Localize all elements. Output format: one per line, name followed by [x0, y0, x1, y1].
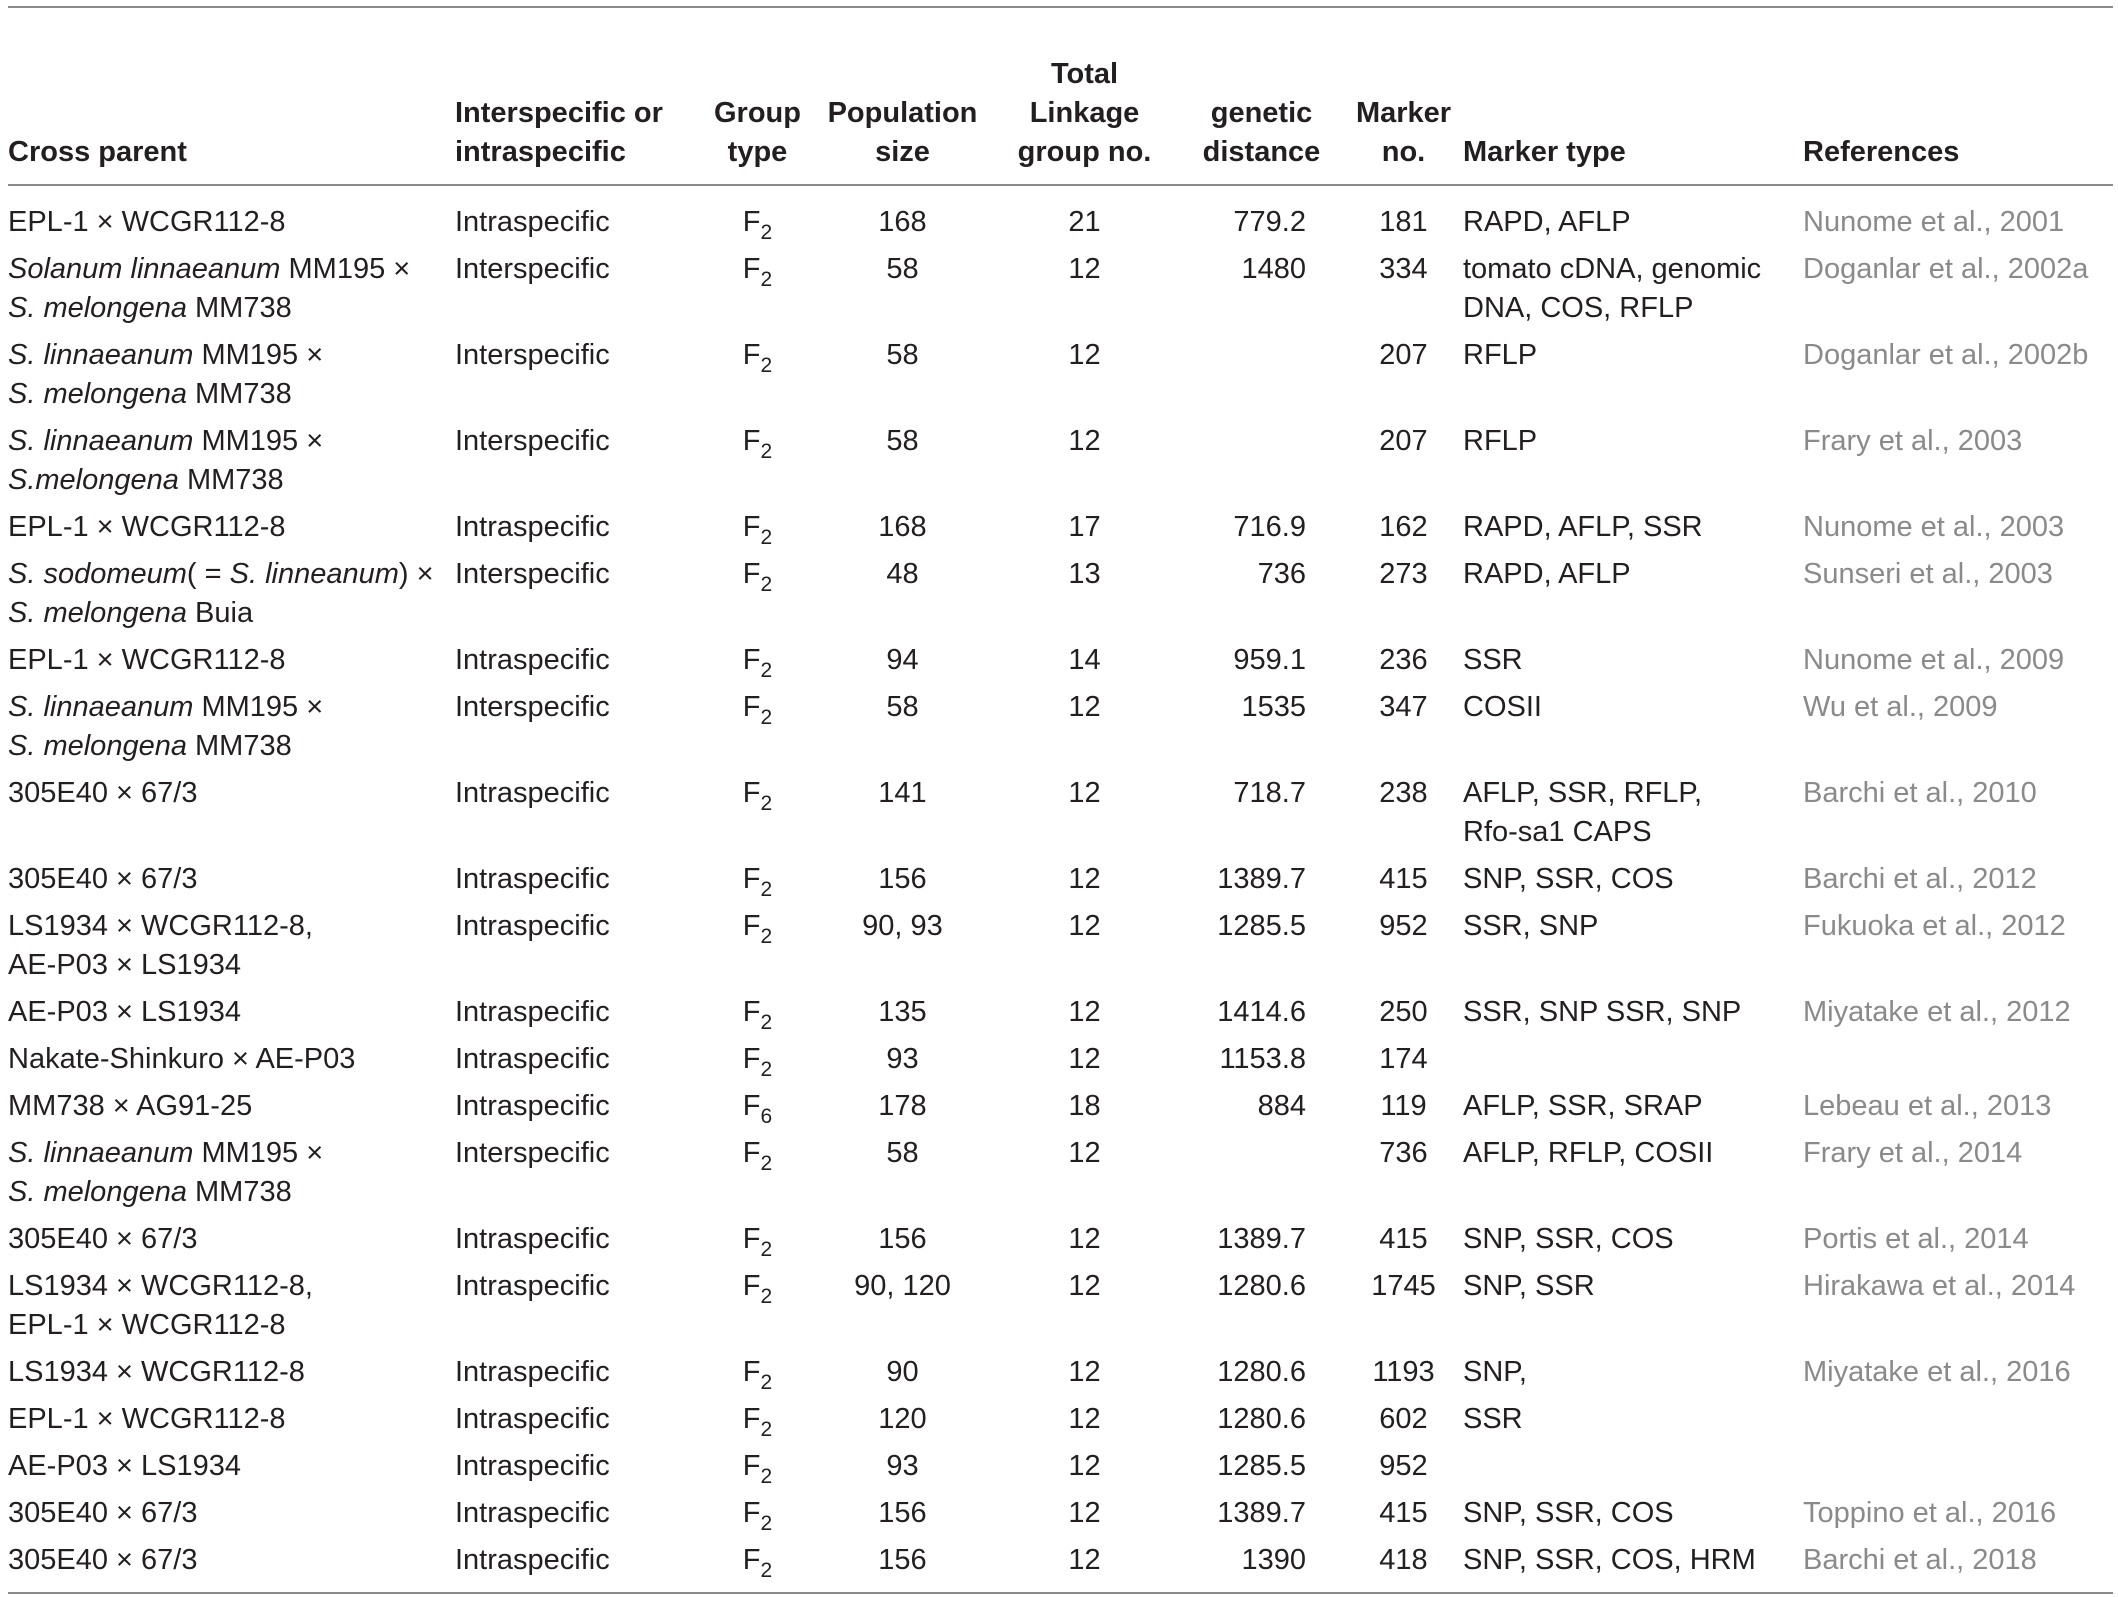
cell-linkage-group: 12: [1068, 1043, 1101, 1075]
header-cross-parent: Cross parent: [8, 136, 187, 168]
table-row: [8, 1439, 2113, 1486]
cell-genetic-distance: 1280.6: [1217, 1356, 1306, 1388]
cell-population-size: 90: [886, 1356, 919, 1388]
cell-population-size: 90, 120: [854, 1270, 951, 1302]
cell-population-size: 156: [878, 863, 927, 895]
table-row: [8, 985, 2113, 1032]
cell-group-type: $F_2$: [742, 1403, 773, 1441]
cell-reference: Nunome et al., 2009: [1803, 644, 2065, 676]
cell-genetic-distance: 716.9: [1233, 511, 1306, 543]
cell-marker-type: [1463, 1439, 1803, 1486]
cell-population-size: 156: [878, 1223, 927, 1255]
cell-marker-no: 602: [1379, 1403, 1428, 1435]
cell-group-type: $F_2$: [742, 691, 773, 729]
cell-reference: Sunseri et al., 2003: [1803, 558, 2053, 590]
cell-genetic-distance: 1153.8: [1219, 1043, 1306, 1075]
cell-linkage-group: 12: [1068, 1497, 1101, 1529]
cell-marker-type: SSR: [1463, 644, 1523, 676]
cell-genetic-distance: [1179, 1126, 1344, 1212]
cell-group-type: $F_2$: [742, 996, 773, 1034]
header-marker-no: Marker no.: [1355, 97, 1452, 168]
cell-marker-type: SNP, SSR, COS: [1463, 1497, 1674, 1529]
header-group-type: Group type: [714, 97, 801, 168]
cell-marker-type: SSR: [1463, 1403, 1523, 1435]
cell-group-type: $F_2$: [742, 511, 773, 549]
cell-marker-no: 415: [1379, 863, 1428, 895]
cell-linkage-group: 12: [1068, 1403, 1101, 1435]
cell-group-type: $F_2$: [742, 425, 773, 463]
cell-marker-type: SNP,: [1463, 1356, 1527, 1388]
table-row: [8, 852, 2113, 899]
cell-group-type: $F_2$: [742, 1137, 773, 1175]
cell-cross-parent: LS1934 × WCGR112-8, EPL-1 × WCGR112-8: [8, 1270, 313, 1341]
cell-cross-parent: LS1934 × WCGR112-8, AE-P03 × LS1934: [8, 910, 313, 981]
cell-cross-parent: EPL-1 × WCGR112-8: [8, 644, 286, 676]
cell-cross-parent: LS1934 × WCGR112-8: [8, 1356, 305, 1388]
cell-inter-intra: Intraspecific: [455, 1450, 610, 1482]
cell-group-type: $F_2$: [742, 863, 773, 901]
header-linkage-group: Total Linkage group no.: [1017, 58, 1152, 168]
table-row: [8, 1079, 2113, 1126]
table-row: [8, 1259, 2113, 1345]
cell-inter-intra: Intraspecific: [455, 863, 610, 895]
cell-marker-no: 334: [1379, 253, 1428, 285]
cell-inter-intra: Intraspecific: [455, 910, 610, 942]
cell-inter-intra: Intraspecific: [455, 1090, 610, 1122]
cell-marker-type: SSR, SNP: [1463, 910, 1599, 942]
cell-marker-type: SNP, SSR, COS: [1463, 863, 1674, 895]
cell-linkage-group: 21: [1068, 206, 1101, 238]
cell-linkage-group: 14: [1068, 644, 1101, 676]
cell-reference: Barchi et al., 2012: [1803, 863, 2037, 895]
cell-inter-intra: Intraspecific: [455, 1497, 610, 1529]
cell-group-type: $F_2$: [742, 253, 773, 291]
cell-marker-type: RFLP: [1463, 339, 1538, 371]
table-row: [8, 1345, 2113, 1392]
cell-group-type: $F_2$: [742, 1544, 773, 1582]
cell-genetic-distance: 1480: [1241, 253, 1306, 285]
cell-linkage-group: 12: [1068, 1270, 1101, 1302]
table-row: [8, 899, 2113, 985]
table-row: [8, 547, 2113, 633]
cell-linkage-group: 12: [1068, 1544, 1101, 1576]
cell-inter-intra: Intraspecific: [455, 644, 610, 676]
cell-linkage-group: 12: [1068, 777, 1101, 809]
cell-reference: Miyatake et al., 2016: [1803, 1356, 2071, 1388]
cell-population-size: 168: [878, 206, 927, 238]
cell-group-type: $F_2$: [742, 1270, 773, 1308]
table-row: [8, 185, 2113, 242]
cell-marker-type: SSR, SNP SSR, SNP: [1463, 996, 1742, 1028]
cell-marker-type: AFLP, RFLP, COSII: [1463, 1137, 1714, 1169]
cell-group-type: $F_2$: [742, 558, 773, 596]
cell-marker-no: 418: [1379, 1544, 1428, 1576]
cell-cross-parent: S. linnaeanum MM195 × S. melongena MM738: [8, 339, 324, 410]
cell-marker-type: AFLP, SSR, RFLP, Rfo-sa1 CAPS: [1463, 777, 1703, 848]
cell-inter-intra: Interspecific: [455, 558, 610, 590]
cell-marker-no: 347: [1379, 691, 1428, 723]
cell-genetic-distance: 1390: [1241, 1544, 1306, 1576]
cell-population-size: 93: [886, 1450, 919, 1482]
cell-linkage-group: 18: [1068, 1090, 1101, 1122]
cell-marker-no: 162: [1379, 511, 1428, 543]
cell-genetic-distance: 1285.5: [1217, 910, 1306, 942]
cell-inter-intra: Interspecific: [455, 339, 610, 371]
cell-population-size: 58: [886, 339, 919, 371]
cell-marker-type: SNP, SSR: [1463, 1270, 1595, 1302]
cell-population-size: 135: [878, 996, 927, 1028]
cell-cross-parent: S. linnaeanum MM195 × S. melongena MM738: [8, 1137, 324, 1208]
cell-linkage-group: 17: [1068, 511, 1101, 543]
table-row: [8, 1212, 2113, 1259]
table-row: [8, 680, 2113, 766]
cell-cross-parent: 305E40 × 67/3: [8, 1223, 198, 1255]
table-row: [8, 500, 2113, 547]
cell-marker-no: 952: [1379, 910, 1428, 942]
cell-genetic-distance: 1280.6: [1217, 1270, 1306, 1302]
cell-marker-no: 273: [1379, 558, 1428, 590]
header-row: [8, 7, 2113, 185]
cell-group-type: $F_2$: [742, 1223, 773, 1261]
cell-cross-parent: 305E40 × 67/3: [8, 1497, 198, 1529]
header-references: References: [1803, 136, 1960, 168]
cell-inter-intra: Intraspecific: [455, 777, 610, 809]
header-genetic-distance: genetic distance: [1202, 97, 1321, 168]
cell-inter-intra: Interspecific: [455, 425, 610, 457]
cell-population-size: 156: [878, 1497, 927, 1529]
cell-marker-type: RAPD, AFLP: [1463, 558, 1631, 590]
cell-inter-intra: Interspecific: [455, 1137, 610, 1169]
cell-inter-intra: Interspecific: [455, 691, 610, 723]
cell-linkage-group: 12: [1068, 691, 1101, 723]
table-row: [8, 633, 2113, 680]
cell-linkage-group: 12: [1068, 339, 1101, 371]
cell-population-size: 93: [886, 1043, 919, 1075]
cell-genetic-distance: 1389.7: [1217, 1497, 1306, 1529]
cell-reference: [1803, 1392, 2113, 1439]
cell-cross-parent: S. sodomeum( = S. linneanum) × S. melongena Buia: [8, 558, 434, 629]
table-row: [8, 1392, 2113, 1439]
cell-group-type: $F_2$: [742, 206, 773, 244]
cell-population-size: 58: [886, 425, 919, 457]
table-row: [8, 1126, 2113, 1212]
cell-marker-no: 1745: [1371, 1270, 1436, 1302]
header-population-size: Population size: [827, 97, 978, 168]
cell-cross-parent: S. linnaeanum MM195 × S.melongena MM738: [8, 425, 324, 496]
cell-marker-no: 119: [1380, 1090, 1427, 1122]
cell-linkage-group: 12: [1068, 910, 1101, 942]
cell-population-size: 90, 93: [862, 910, 943, 942]
cell-marker-type: COSII: [1463, 691, 1542, 723]
cell-linkage-group: 12: [1068, 1223, 1101, 1255]
cell-linkage-group: 12: [1068, 425, 1101, 457]
cell-cross-parent: 305E40 × 67/3: [8, 1544, 198, 1576]
cell-marker-no: 174: [1379, 1043, 1428, 1075]
cell-inter-intra: Intraspecific: [455, 511, 610, 543]
cell-inter-intra: Intraspecific: [455, 1403, 610, 1435]
cell-genetic-distance: 959.1: [1233, 644, 1306, 676]
cell-group-type: $F_2$: [742, 1497, 773, 1535]
table-container: [8, 6, 2113, 1594]
cell-linkage-group: 12: [1068, 253, 1101, 285]
cell-inter-intra: Intraspecific: [455, 206, 610, 238]
table-row: [8, 1486, 2113, 1533]
cell-group-type: $F_2$: [742, 339, 773, 377]
cell-cross-parent: EPL-1 × WCGR112-8: [8, 1403, 286, 1435]
cell-population-size: 120: [878, 1403, 927, 1435]
cell-population-size: 58: [886, 1137, 919, 1169]
header-marker-type: Marker type: [1463, 136, 1626, 168]
cell-marker-type: SNP, SSR, COS, HRM: [1463, 1544, 1756, 1576]
cell-inter-intra: Intraspecific: [455, 1223, 610, 1255]
header-inter-intra: Interspecific or intraspecific: [455, 97, 663, 168]
cell-marker-no: 736: [1379, 1137, 1428, 1169]
cell-genetic-distance: 1280.6: [1217, 1403, 1306, 1435]
cell-genetic-distance: 884: [1257, 1090, 1306, 1122]
cell-population-size: 48: [886, 558, 919, 590]
table-row: [8, 1533, 2113, 1593]
cell-cross-parent: Nakate-Shinkuro × AE-P03: [8, 1043, 356, 1075]
cell-inter-intra: Intraspecific: [455, 1544, 610, 1576]
table-row: [8, 242, 2113, 328]
cell-group-type: $F_2$: [742, 910, 773, 948]
cell-genetic-distance: [1179, 414, 1344, 500]
cell-genetic-distance: 736: [1257, 558, 1306, 590]
cell-reference: Portis et al., 2014: [1803, 1223, 2029, 1255]
cell-inter-intra: Intraspecific: [455, 1356, 610, 1388]
cell-linkage-group: 12: [1068, 863, 1101, 895]
cell-reference: Doganlar et al., 2002b: [1803, 339, 2089, 371]
cell-marker-no: 1193: [1372, 1356, 1435, 1388]
cell-marker-type: SNP, SSR, COS: [1463, 1223, 1674, 1255]
cell-genetic-distance: 1389.7: [1217, 863, 1306, 895]
cell-group-type: $F_6$: [742, 1090, 773, 1128]
cell-marker-type: RFLP: [1463, 425, 1538, 457]
cell-inter-intra: Intraspecific: [455, 996, 610, 1028]
cell-reference: Doganlar et al., 2002a: [1803, 253, 2089, 285]
cell-marker-no: 415: [1379, 1223, 1428, 1255]
cell-reference: Barchi et al., 2018: [1803, 1544, 2037, 1576]
cell-population-size: 156: [878, 1544, 927, 1576]
linkage-map-table: [8, 6, 2113, 1594]
table-row: [8, 1032, 2113, 1079]
cell-population-size: 94: [886, 644, 919, 676]
cell-marker-no: 250: [1379, 996, 1428, 1028]
cell-inter-intra: Intraspecific: [455, 1043, 610, 1075]
cell-cross-parent: 305E40 × 67/3: [8, 777, 198, 809]
cell-marker-type: RAPD, AFLP, SSR: [1463, 511, 1703, 543]
cell-marker-no: 238: [1379, 777, 1428, 809]
cell-reference: Hirakawa et al., 2014: [1803, 1270, 2076, 1302]
cell-genetic-distance: 1389.7: [1217, 1223, 1306, 1255]
cell-reference: Nunome et al., 2001: [1803, 206, 2065, 238]
cell-cross-parent: MM738 × AG91-25: [8, 1090, 253, 1122]
cell-population-size: 178: [878, 1090, 927, 1122]
cell-reference: Nunome et al., 2003: [1803, 511, 2065, 543]
table-row: [8, 328, 2113, 414]
cell-inter-intra: Intraspecific: [455, 1270, 610, 1302]
cell-genetic-distance: 1414.6: [1217, 996, 1306, 1028]
cell-linkage-group: 12: [1068, 1137, 1101, 1169]
cell-linkage-group: 12: [1068, 1356, 1101, 1388]
cell-reference: Frary et al., 2003: [1803, 425, 2023, 457]
cell-reference: Toppino et al., 2016: [1803, 1497, 2057, 1529]
cell-marker-no: 207: [1379, 339, 1428, 371]
cell-cross-parent: AE-P03 × LS1934: [8, 996, 241, 1028]
cell-cross-parent: EPL-1 × WCGR112-8: [8, 206, 286, 238]
cell-reference: Lebeau et al., 2013: [1803, 1090, 2052, 1122]
cell-group-type: $F_2$: [742, 644, 773, 682]
table-body: [8, 185, 2113, 1593]
cell-inter-intra: Interspecific: [455, 253, 610, 285]
cell-population-size: 141: [878, 777, 927, 809]
cell-cross-parent: AE-P03 × LS1934: [8, 1450, 241, 1482]
cell-linkage-group: 13: [1068, 558, 1101, 590]
cell-marker-no: 181: [1379, 206, 1428, 238]
cell-cross-parent: EPL-1 × WCGR112-8: [8, 511, 286, 543]
cell-reference: Barchi et al., 2010: [1803, 777, 2037, 809]
cell-linkage-group: 12: [1068, 996, 1101, 1028]
cell-reference: Wu et al., 2009: [1803, 691, 1998, 723]
cell-population-size: 168: [878, 511, 927, 543]
cell-genetic-distance: 779.2: [1233, 206, 1306, 238]
cell-marker-type: [1463, 1032, 1803, 1079]
cell-reference: [1803, 1032, 2113, 1079]
cell-marker-no: 236: [1379, 644, 1428, 676]
cell-marker-type: RAPD, AFLP: [1463, 206, 1631, 238]
cell-cross-parent: 305E40 × 67/3: [8, 863, 198, 895]
cell-group-type: $F_2$: [742, 1043, 773, 1081]
cell-marker-type: AFLP, SSR, SRAP: [1463, 1090, 1703, 1122]
cell-group-type: $F_2$: [742, 777, 773, 815]
cell-reference: Fukuoka et al., 2012: [1803, 910, 2066, 942]
cell-population-size: 58: [886, 253, 919, 285]
cell-marker-no: 415: [1379, 1497, 1428, 1529]
cell-genetic-distance: 1535: [1241, 691, 1306, 723]
cell-population-size: 58: [886, 691, 919, 723]
cell-marker-no: 207: [1379, 425, 1428, 457]
cell-marker-no: 952: [1379, 1450, 1428, 1482]
cell-genetic-distance: 718.7: [1233, 777, 1306, 809]
cell-group-type: $F_2$: [742, 1356, 773, 1394]
cell-reference: Miyatake et al., 2012: [1803, 996, 2071, 1028]
cell-genetic-distance: 1285.5: [1217, 1450, 1306, 1482]
table-row: [8, 766, 2113, 852]
cell-reference: Frary et al., 2014: [1803, 1137, 2023, 1169]
cell-marker-type: tomato cDNA, genomic DNA, COS, RFLP: [1463, 253, 1762, 324]
cell-reference: [1803, 1439, 2113, 1486]
cell-group-type: $F_2$: [742, 1450, 773, 1488]
cell-linkage-group: 12: [1068, 1450, 1101, 1482]
table-row: [8, 414, 2113, 500]
cell-cross-parent: Solanum linnaeanum MM195 × S. melongena MM738: [8, 253, 411, 324]
cell-genetic-distance: [1179, 328, 1344, 414]
cell-cross-parent: S. linnaeanum MM195 × S. melongena MM738: [8, 691, 324, 762]
